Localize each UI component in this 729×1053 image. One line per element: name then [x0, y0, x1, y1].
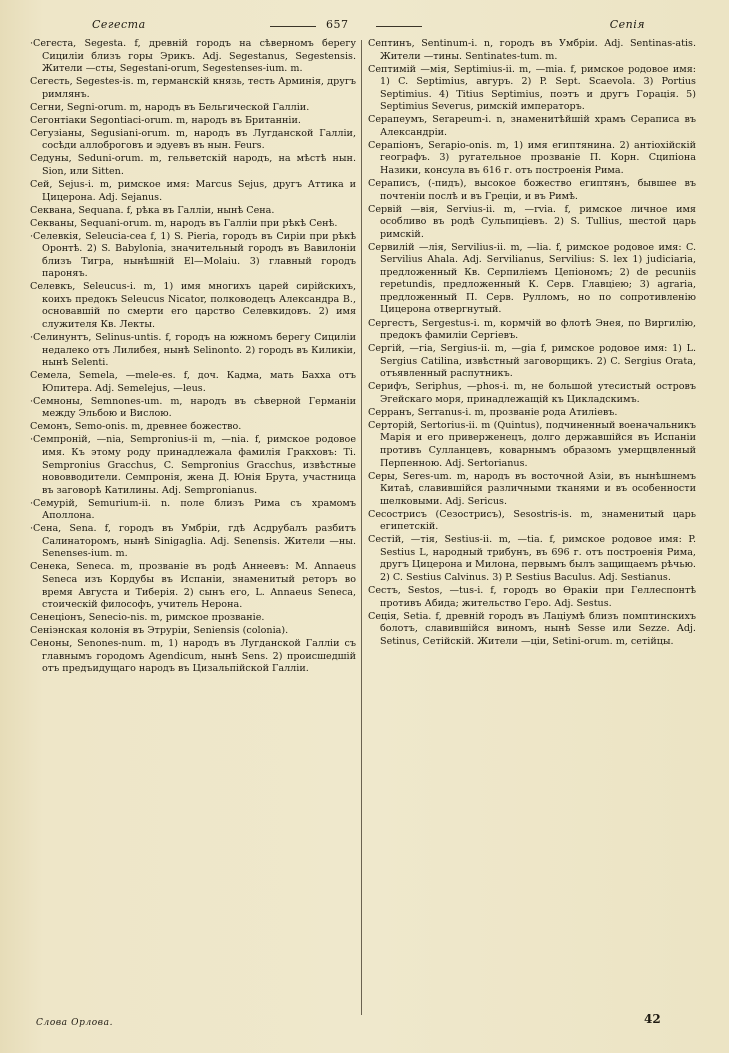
- dictionary-entry: Сеція, Setia. f, древній городъ въ Лаціумѣ близъ помптинскихъ болотъ, славившійся виномъ, нынѣ Sesse или Sezze. Adj. Setinus, Сетійскій. Жители —ціи, Setini-orum. m, сетійцы.: [368, 610, 696, 647]
- dictionary-entry: ·Сена, Sena. f, городъ въ Умбріи, гдѣ Асдрубалъ разбитъ Салинаторомъ, нынѣ Sinigaglia. Adj. Senensis. Жители —ны. Senenses-ium. m.: [30, 523, 356, 560]
- dictionary-entry: ·Сегеста, Segesta. f, древній городъ на сѣверномъ берегу Сициліи близъ горы Эрикъ. Adj. Segestanus, Segestensis. Жители —сты, Segestani-orum, Segestenses-ium. m.: [30, 38, 356, 75]
- dictionary-entry: Седуны, Seduni-orum. m, гельветскій народъ, на мѣстѣ нын. Sion, или Sitten.: [30, 153, 356, 177]
- dictionary-entry: Септимій —мія, Septimius-ii. m, —mia. f, римское родовое имя: 1) C. Septimius, авгуръ. 2) P. Sept. Scaevola. 3) Portius Septimius. 4) Titius Septimius, поэтъ и другъ Горація. 5) Septimius Severus, римскій императоръ.: [368, 63, 696, 113]
- dictionary-entry: Сестъ, Sestos, —tus-i. f, городъ во Ѳракіи при Геллеспонтѣ противъ Абида; жительство Геро. Adj. Sestus.: [368, 585, 696, 609]
- dictionary-entry: ·Семпроній, —nia, Sempronius-ii m, —nia. f, римское родовое имя. Къ этому роду принадлежала фамилія Гракховъ: Ti. Sempronius Gracchus, C. Sempronius Gracchus, извѣстные нововводители. Семпронія, жена Д. Юнія Брута, участница въ заговорѣ Катилины. Adj. Sempronianus.: [30, 434, 356, 496]
- dictionary-entry: Серапіонъ, Serapio-onis. m, 1) имя египтянина. 2) антіохійскій географъ. 3) ругательное прозваніе П. Корн. Сципіона Назики, консула въ 616 г. отъ построенія Рима.: [368, 139, 696, 176]
- dictionary-entry: Семонъ, Semo-onis. m, древнее божество.: [30, 421, 242, 433]
- header-rule-right: [376, 26, 422, 27]
- dictionary-entry: ·Семурій, Semurium-ii. n. поле близъ Рима съ храмомъ Аполлона.: [30, 497, 356, 522]
- dictionary-entry: Сервилій —лія, Servilius-ii. m, —lia. f, римское родовое имя: C. Servilius Ahala. Adj. Servilianus, Servilius: S. lex 1) judiciaria, предложенный Кв. Серпиліемъ Цепіономъ; 2) de pecuniis repetundis, предложенный К. Серв. Главціею; 3) agraria, предложенный П. Серв. Рулломъ, но по сопротивленію Цицерона отвергнутый.: [368, 241, 696, 316]
- dictionary-entry: Сераписъ, (-пидъ), высокое божество египтянъ, бывшее въ почтеніи послѣ и въ Греціи, и въ Римѣ.: [368, 178, 696, 202]
- dictionary-entry: Серы, Seres-um. m, народъ въ восточной Азіи, въ нынѣшнемъ Китаѣ, славившійся различными тканями и въ особенности шелковыми. Adj. Sericus.: [368, 470, 696, 507]
- page-number: 657: [326, 18, 349, 31]
- dictionary-entry: Сегни, Segni-orum. m, народъ въ Бельгической Галліи.: [30, 101, 310, 113]
- page-header: [30, 16, 695, 36]
- dictionary-entry: Серапеумъ, Serapeum-i. n, знаменитѣйшій храмъ Сераписа въ Александріи.: [368, 114, 696, 138]
- dictionary-entry: Сесострисъ (Сезострисъ), Sesostris-is. m, знаменитый царь египетскій.: [368, 508, 696, 533]
- dictionary-entry: Селевкъ, Seleucus-i. m, 1) имя многихъ царей сирійскихъ, коихъ предокъ Seleucus Nicator, полководецъ Александра В., основавшій по смерти его царство Селевкидовъ. 2) имя служителя Кв. Лекты.: [30, 281, 356, 331]
- dictionary-entry: Семела, Semela, —mele-es. f, доч. Кадма, мать Бахха отъ Юпитера. Adj. Semelejus, —leus.: [30, 370, 356, 394]
- column-divider: [361, 40, 362, 1015]
- dictionary-entry: Септинъ, Sentinum-i. n, городъ въ Умбріи. Adj. Sentinas-atis. Жители —тины. Sentinates-tum. m.: [368, 38, 696, 62]
- dictionary-entry: Сегонтіаки Segontiaci-orum. m, народъ въ Британніи.: [30, 114, 301, 126]
- dictionary-entry: Сеніэнская колонія въ Этруріи, Seniensis (colonia).: [30, 625, 289, 637]
- dictionary-entry: ·Селинунтъ, Selinus-untis. f, городъ на южномъ берегу Сициліи недалеко отъ Лилибея, нынѣ Selinonto. 2) городъ въ Киликіи, нынѣ Selenti.: [30, 332, 356, 369]
- header-right-word: Сепія: [609, 18, 645, 31]
- dictionary-entry: ·Селевкія, Seleucia-cea f, 1) S. Pieria, городъ въ Сиріи при рѣкѣ Оронтѣ. 2) S. Babylonia, значительный городъ въ Вавилоніи близъ Тигра, нынѣшній El—Molaiu. 3) главный городъ пароняъ.: [30, 230, 356, 280]
- sheet-signature: Слова Орлова.: [36, 1018, 114, 1028]
- dictionary-entry: Секвана, Sequana. f, рѣка въ Галліи, нынѣ Сена.: [30, 204, 275, 216]
- right-column: [368, 38, 696, 649]
- dictionary-entry: Серторій, Sertorius-ii. m (Quintus), подчиненный военачальникъ Марія и его приверженецъ, долго державшійся въ Испаніи противъ Сулланцевъ, коварнымъ образомъ умерщвленный Перпенною. Adj. Sertorianus.: [368, 419, 696, 469]
- dictionary-entry: ·Семноны, Semnones-um. m, народъ въ сѣверной Германіи между Эльбою и Вислою.: [30, 395, 356, 420]
- header-left-word: Сегеста: [92, 18, 146, 31]
- dictionary-entry: Секваны, Sequani-orum. m, народъ въ Галліи при рѣкѣ Сенѣ.: [30, 217, 338, 229]
- dictionary-entry: Сервій —вія, Servius-ii. m, —rvia. f, римское личное имя особливо въ родѣ Сульпиціевъ. 2) S. Tullius, шестой царь римскій.: [368, 203, 696, 240]
- dictionary-entry: Сенека, Seneca. m, прозваніе въ родѣ Аннеевъ: M. Annaeus Seneca изъ Кордубы въ Испаніи, знаменитый реторъ во время Августа и Тиберія. 2) сынъ его, L. Annaeus Seneca, стоическій философъ, учитель Нерона.: [30, 561, 356, 611]
- dictionary-entry: Сей, Sejus-i. m, римское имя: Marcus Sejus, другъ Аттика и Цицерона. Adj. Sejanus.: [30, 179, 356, 203]
- dictionary-entry: Сегесть, Segestes-is. m, германскій князь, тесть Арминія, другъ римлянъ.: [30, 76, 356, 100]
- sheet-number: 42: [644, 1012, 661, 1026]
- left-column: [30, 38, 356, 676]
- dictionary-entry: Серранъ, Serranus-i. m, прозваніе рода Атиліевъ.: [368, 406, 618, 418]
- dictionary-entry: Сегузіаны, Segusiani-orum. m, народъ въ Лугданской Галліи, сосѣди аллоброговъ и эдуевъ въ нын. Feurs.: [30, 127, 356, 152]
- header-rule-left: [270, 26, 316, 27]
- dictionary-entry: Сестій, —тія, Sestius-ii. m, —tia. f, римское родовое имя: P. Sestius L, народный трибунъ, въ 696 г. отъ построенія Рима, другъ Цицерона и Милона, первымъ былъ защищаемъ рѣчью. 2) C. Sestius Calvinus. 3) P. Sestius Baculus. Adj. Sestianus.: [368, 534, 696, 583]
- dictionary-entry: Сергій, —гia, Sergius-ii. m, —gia f, римское родовое имя: 1) L. Sergius Catilina, извѣстный заговорщикъ. 2) C. Sergius Orata, отъявленный распутникъ.: [368, 343, 696, 380]
- dictionary-entry: Серифъ, Seriphus, —phos-i. m, не большой утесистый островъ Эгейскаго моря, принадлежащій къ Цикладскимъ.: [368, 381, 696, 405]
- dictionary-entry: Сергестъ, Sergestus-i. m, кормчій во флотѣ Энея, по Виргилію, предокъ фамиліи Сергіевъ.: [368, 317, 696, 342]
- dictionary-entry: Сеноны, Senones-num. m, 1) народъ въ Лугданской Галліи съ главнымъ городомъ Agendicum, нынѣ Sens. 2) происшедшій отъ предъидущаго народъ въ Цизальпійской Галліи.: [30, 638, 356, 675]
- dictionary-entry: Сенеціонъ, Senecio-nis. m, римское прозваніе.: [30, 612, 265, 624]
